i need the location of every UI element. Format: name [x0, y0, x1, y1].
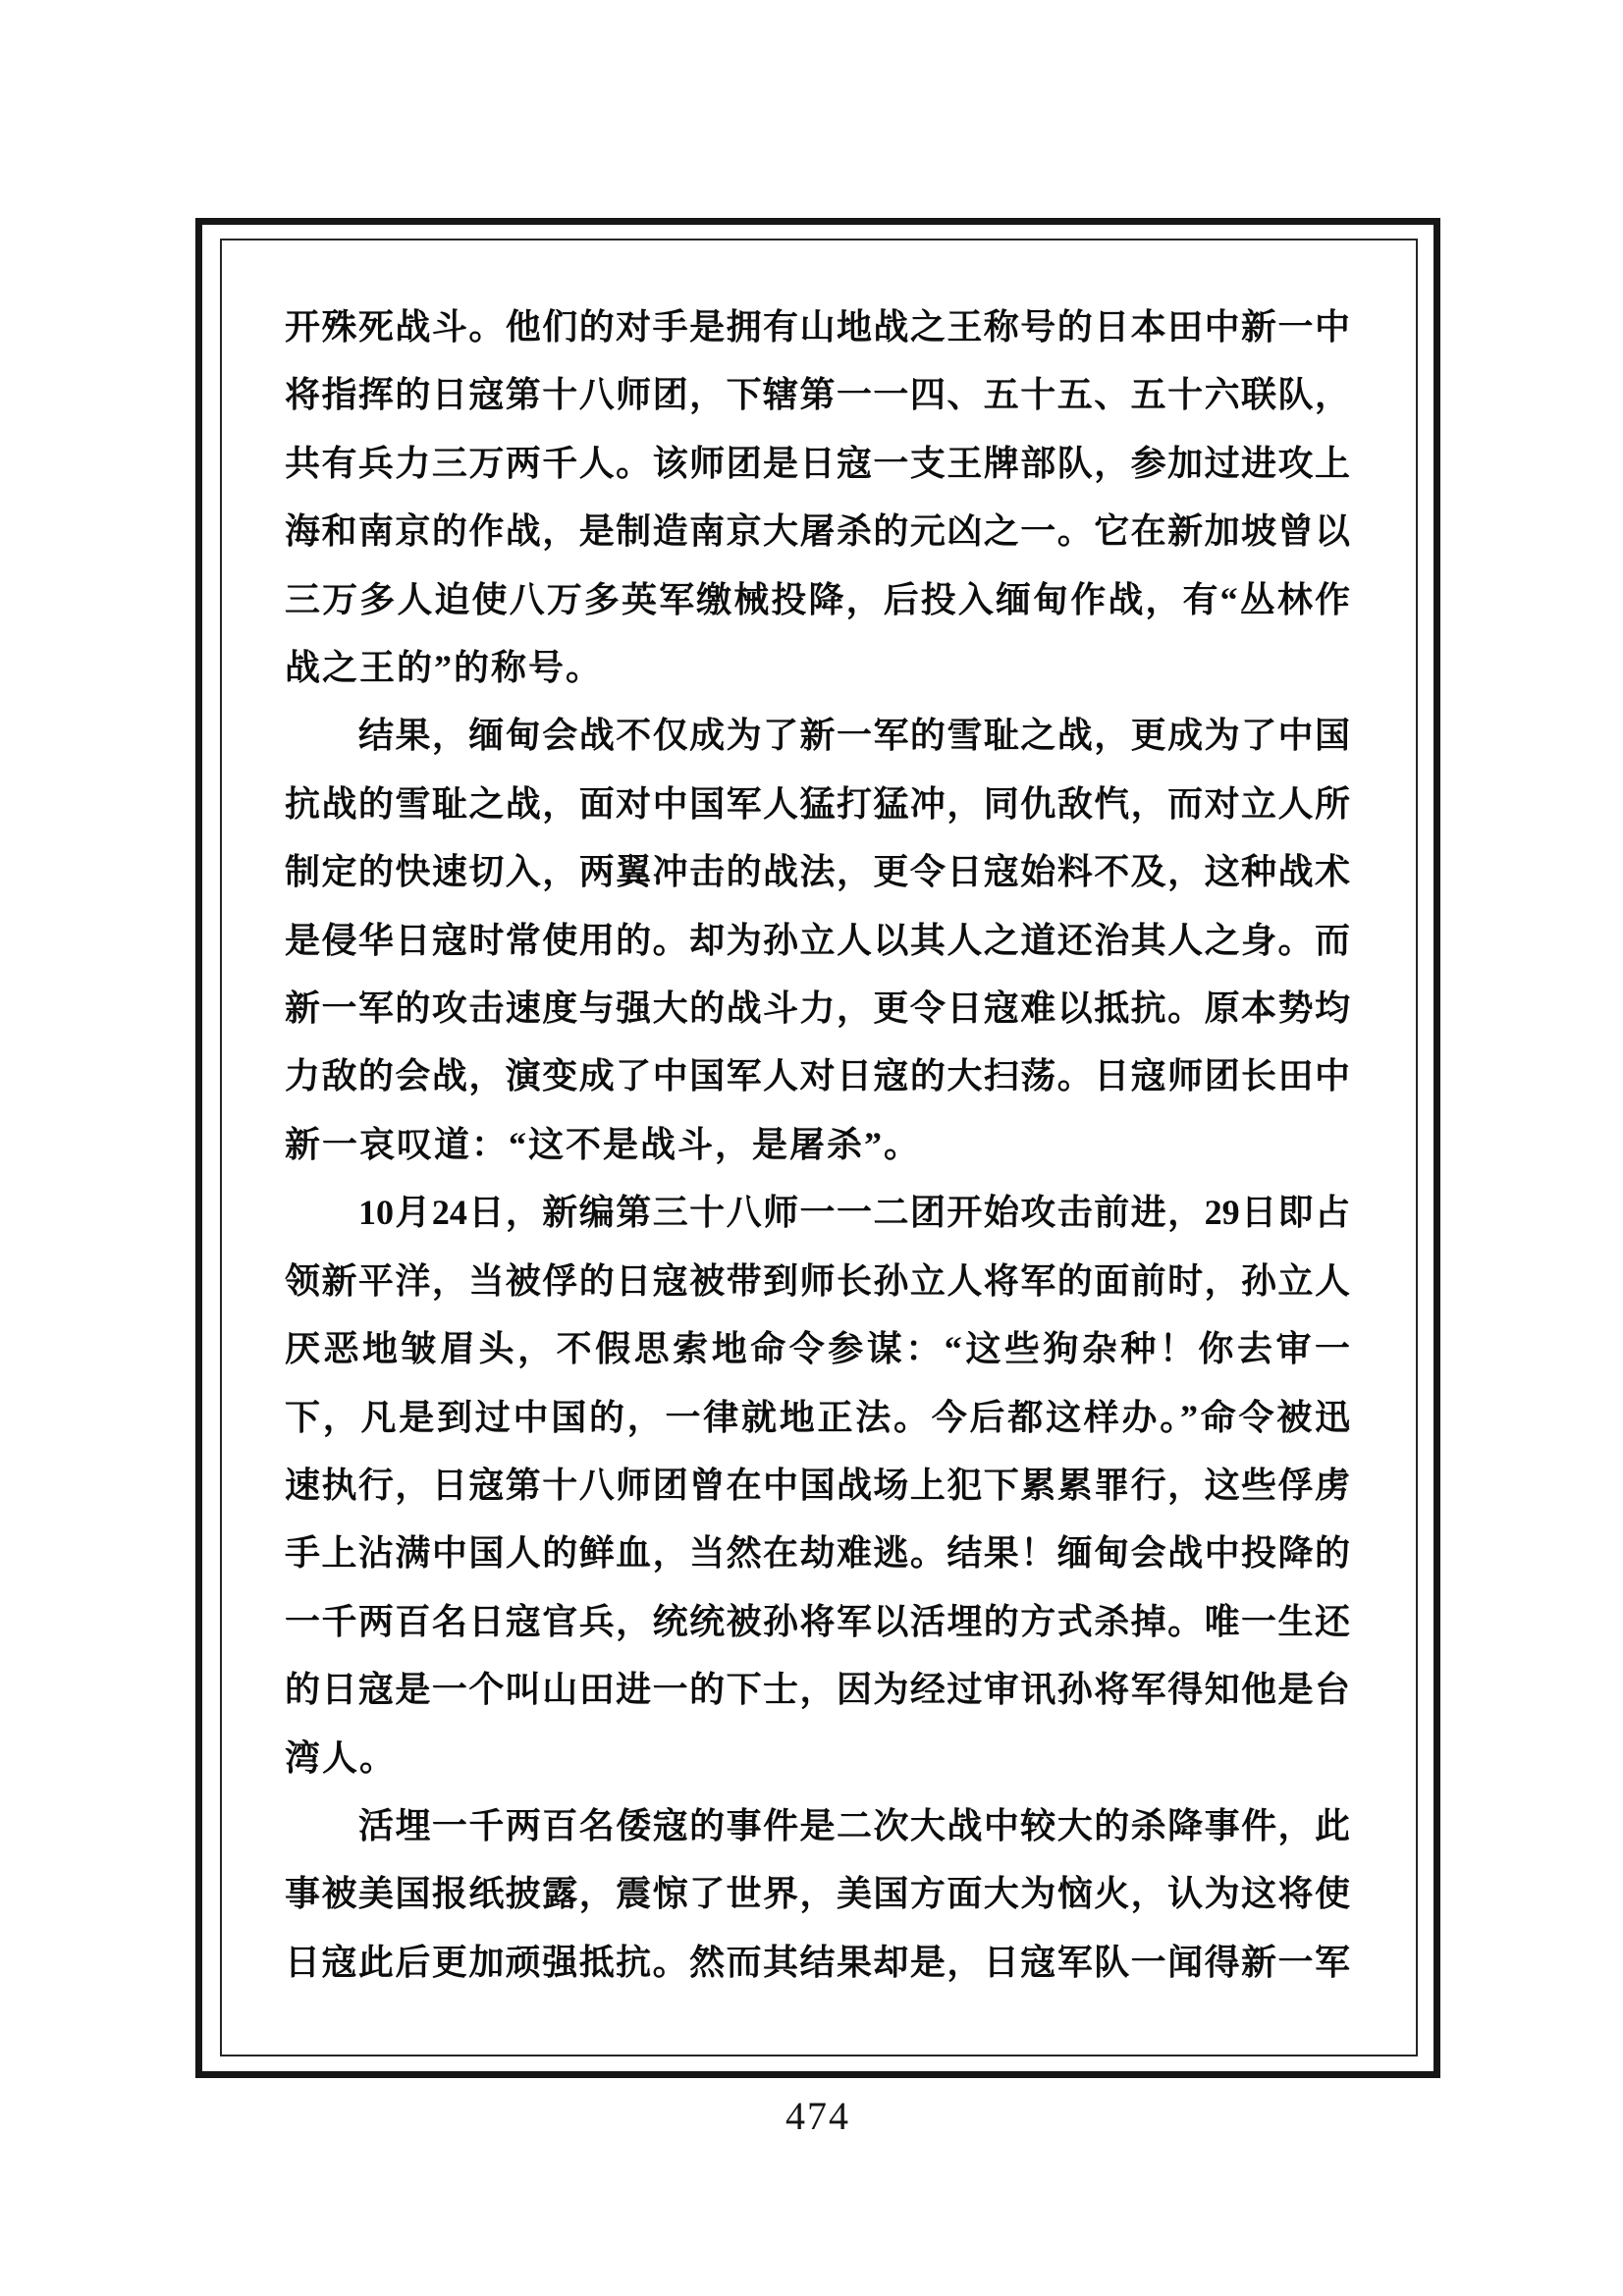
text-line: 10月24日，新编第三十八师一一二团开始攻击前进，29日即占 [358, 1193, 1350, 1233]
text-line: 事被美国报纸披露，震惊了世界，美国方面大为恼火，认为这将使 [285, 1874, 1350, 1914]
text-line: 抗战的雪耻之战，面对中国军人猛打猛冲，同仇敌忾，而对立人所 [285, 783, 1350, 824]
text-line: 开殊死战斗。他们的对手是拥有山地战之王称号的日本田中新一中 [285, 307, 1350, 347]
text-line: 新一军的攻击速度与强大的战斗力，更令日寇难以抵抗。原本势均 [285, 988, 1350, 1029]
text-line: 三万多人迫使八万多英军缴械投降，后投入缅甸作战，有“丛林作 [285, 579, 1350, 619]
text-line: 将指挥的日寇第十八师团，下辖第一一四、五十五、五十六联队， [285, 375, 1350, 415]
body-text [285, 294, 1350, 1997]
text-line: 共有兵力三万两千人。该师团是日寇一支王牌部队，参加过进攻上 [285, 443, 1350, 483]
text-line: 结果，缅甸会战不仅成为了新一军的雪耻之战，更成为了中国 [358, 716, 1350, 756]
text-line: 力敌的会战，演变成了中国军人对日寇的大扫荡。日寇师团长田中 [285, 1056, 1350, 1096]
text-line: 新一哀叹道：“这不是战斗，是屠杀”。 [285, 1124, 922, 1164]
text-line: 是侵华日寇时常使用的。却为孙立人以其人之道还治其人之身。而 [285, 920, 1350, 960]
text-line: 的日寇是一个叫山田进一的下士，因为经过审讯孙将军得知他是台 [285, 1670, 1350, 1710]
text-line: 战之王的”的称号。 [285, 648, 604, 688]
text-line: 厌恶地皱眉头，不假思索地命令参谋：“这些狗杂种！你去审一 [285, 1329, 1350, 1369]
text-line: 下，凡是到过中国的，一律就地正法。今后都这样办。”命令被迅 [285, 1397, 1350, 1437]
text-line: 领新平洋，当被俘的日寇被带到师长孙立人将军的面前时，孙立人 [285, 1260, 1350, 1301]
text-line: 速执行，日寇第十八师团曾在中国战场上犯下累累罪行，这些俘虏 [285, 1465, 1350, 1505]
text-line: 海和南京的作战，是制造南京大屠杀的元凶之一。它在新加坡曾以 [285, 511, 1350, 552]
text-line: 湾人。 [285, 1737, 398, 1778]
text-line: 手上沾满中国人的鲜血，当然在劫难逃。结果！缅甸会战中投降的 [285, 1533, 1350, 1574]
text-line: 活埋一千两百名倭寇的事件是二次大战中较大的杀降事件，此 [358, 1805, 1350, 1845]
page-number: 474 [785, 2094, 850, 2138]
text-line: 日寇此后更加顽强抵抗。然而其结果却是，日寇军队一闻得新一军 [285, 1942, 1350, 1982]
text-line: 一千两百名日寇官兵，统统被孙将军以活埋的方式杀掉。唯一生还 [285, 1601, 1350, 1641]
text-line: 制定的快速切入，两翼冲击的战法，更令日寇始料不及，这种战术 [285, 852, 1350, 892]
